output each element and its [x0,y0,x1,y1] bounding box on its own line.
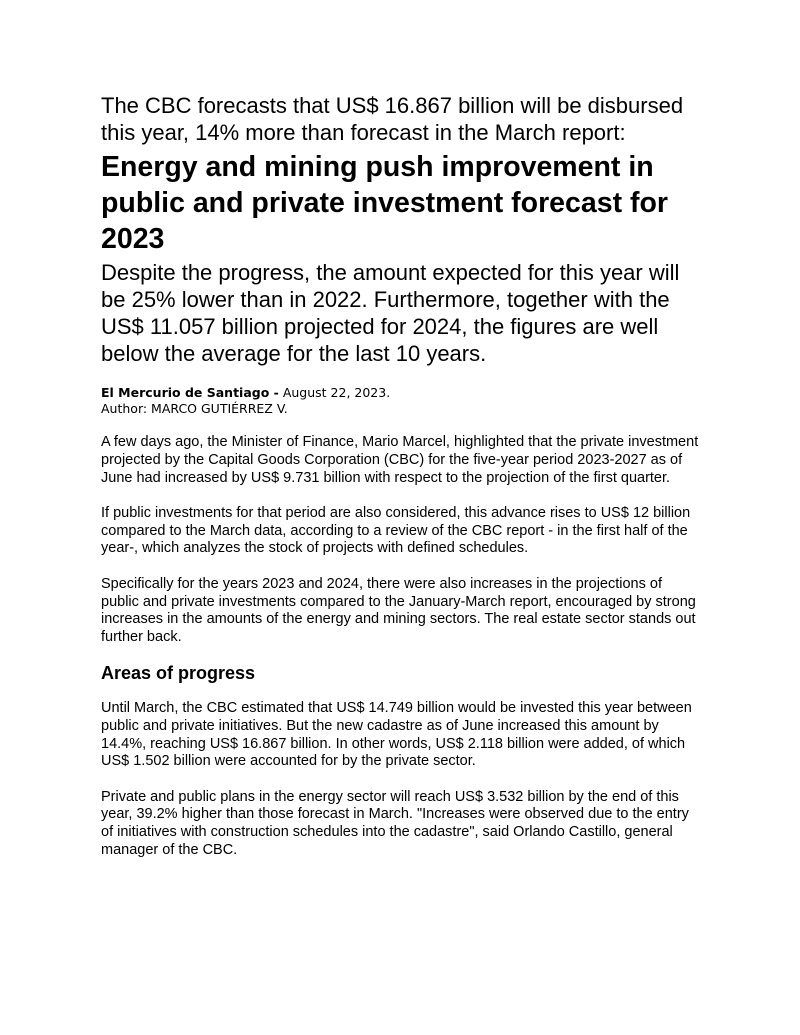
article-kicker: The CBC forecasts that US$ 16.867 billion will be disbursed this year, 14% more than forecast in the March report: [101,93,684,145]
source-line [101,385,701,401]
article-headline: Energy and mining push improvement in public and private investment forecast for 2023 [101,151,668,255]
body-paragraph: Private and public plans in the energy sector will reach US$ 3.532 billion by the end of this year, 39.2% higher than those forecast in March. "Increases were observed due to the entry of initiatives with construction schedules into the cadastre", said Orlando Castillo, general manager of the CBC. [101,788,689,859]
article-byline [101,385,701,417]
body-paragraph: Until March, the CBC estimated that US$ 14.749 billion would be invested this year between public and private initiatives. But the new cadastre as of June increased this amount by 14.4%, reaching US$ 16.867 billion. In other words, US$ 2.118 billion were added, of which US$ 1.502 billion were accounted for by the private sector. [101,699,692,770]
body-paragraph: Specifically for the years 2023 and 2024, there were also increases in the projections of public and private investments compared to the January-March report, encouraged by strong increases in the amounts of the energy and mining sectors. The real estate sector stands out further back. [101,575,696,646]
source-name: El Mercurio de Santiago - [101,385,279,400]
article-deck: Despite the progress, the amount expected for this year will be 25% lower than in 2022. Furthermore, together with the US$ 11.057 billion projected for 2024, the figures are well below the average for the last 10 years. [101,260,680,366]
body-paragraph: A few days ago, the Minister of Finance, Mario Marcel, highlighted that the private investment projected by the Capital Goods Corporation (CBC) for the five-year period 2023-2027 as of June had increased by US$ 9.731 billion with respect to the projection of the first quarter. [101,434,699,486]
author-line: Author: MARCO GUTIÉRREZ V. [101,401,288,416]
publish-date: August 22, 2023. [278,385,391,400]
section-heading: Areas of progress [101,662,256,683]
body-paragraph: If public investments for that period are also considered, this advance rises to US$ 12 billion compared to the March data, according to a review of the CBC report - in the first half of the year-, which analyzes the stock of projects with defined schedules. [101,504,691,557]
article [101,92,701,860]
